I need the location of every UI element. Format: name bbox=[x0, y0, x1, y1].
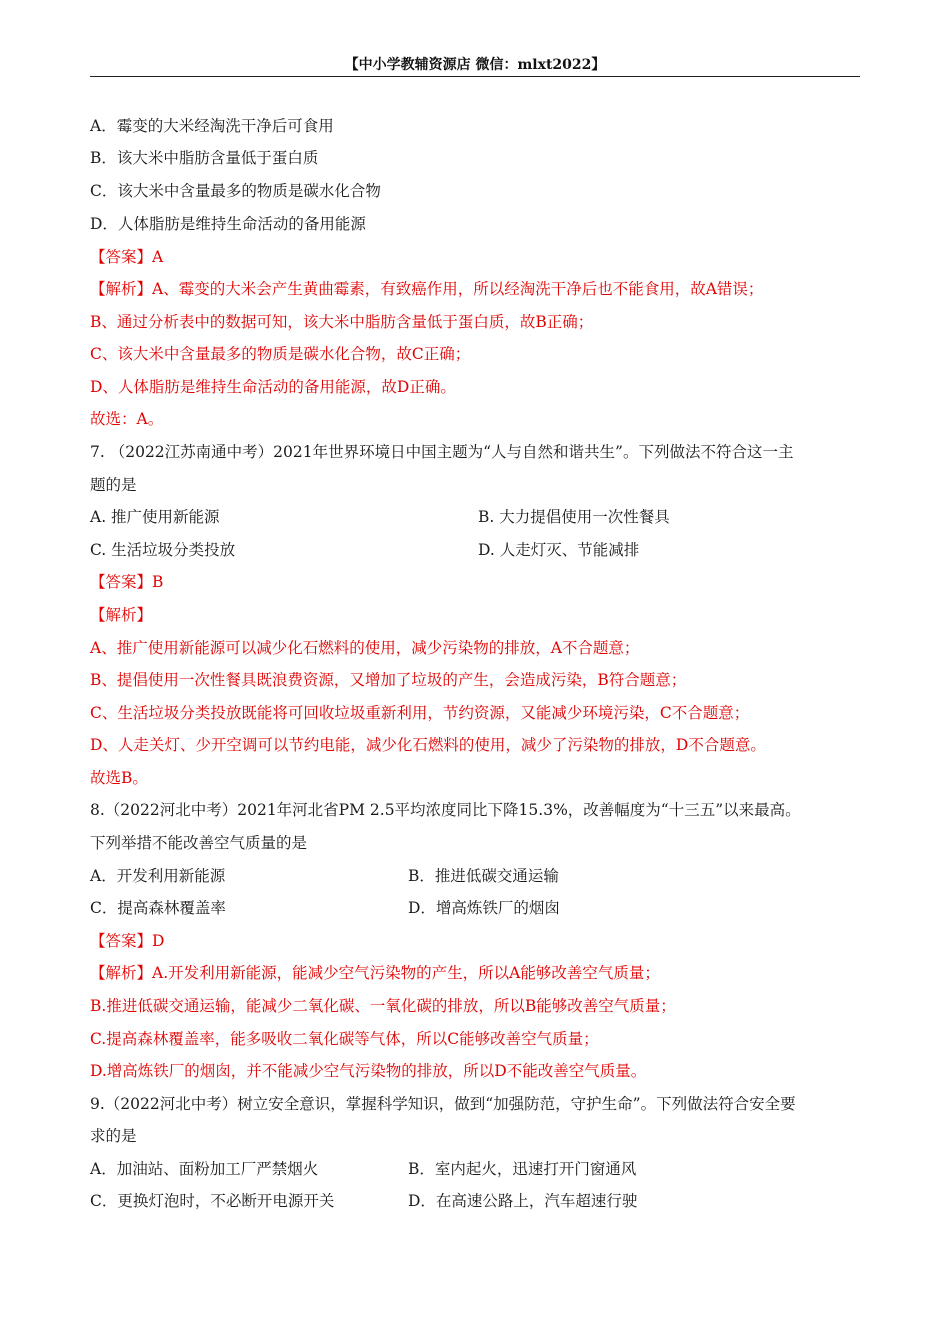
q8-stem: 8.（2022河北中考）2021年河北省PM 2.5平均浓度同比下降15.3%，改善幅度为“十三五”以来最高。 bbox=[90, 801, 801, 819]
q6-analysis-line: C、该大米中含量最多的物质是碳水化合物，故C正确； bbox=[90, 345, 471, 363]
q8-option-b: B．推进低碳交通运输 bbox=[408, 867, 559, 885]
q6-option-c: C．该大米中含量最多的物质是碳水化合物 bbox=[90, 182, 381, 200]
q8-analysis-line: B.推进低碳交通运输，能减少二氧化碳、一氧化碳的排放，所以B能够改善空气质量； bbox=[90, 997, 676, 1015]
q6-analysis-line: B、通过分析表中的数据可知，该大米中脂肪含量低于蛋白质，故B正确； bbox=[90, 313, 594, 331]
q7-option-c: C. 生活垃圾分类投放 bbox=[90, 541, 236, 559]
q7-conclusion: 故选B。 bbox=[90, 769, 148, 787]
q8-option-c: C．提高森林覆盖率 bbox=[90, 899, 226, 917]
page-header: 【中小学教辅资源店 微信：mlxt2022】 bbox=[344, 57, 606, 73]
q8-analysis-line: C.提高森林覆盖率，能多吸收二氧化碳等气体，所以C能够改善空气质量； bbox=[90, 1030, 599, 1048]
q7-analysis-line: C、生活垃圾分类投放既能将可回收垃圾重新利用，节约资源，又能减少环境污染，C不合题意； bbox=[90, 704, 750, 722]
q8-option-a: A．开发利用新能源 bbox=[90, 867, 226, 885]
q9-option-a: A．加油站、面粉加工厂严禁烟火 bbox=[90, 1160, 319, 1178]
q7-option-d: D. 人走灯灭、节能减排 bbox=[478, 541, 640, 559]
header-divider bbox=[90, 76, 860, 77]
q8-stem-cont: 下列举措不能改善空气质量的是 bbox=[90, 834, 308, 852]
q7-analysis-title: 【解析】 bbox=[90, 606, 153, 624]
q8-analysis-line: 【解析】A.开发利用新能源，能减少空气污染物的产生，所以A能够改善空气质量； bbox=[90, 964, 660, 982]
q6-option-a: A．霉变的大米经淘洗干净后可食用 bbox=[90, 117, 334, 135]
q8-option-d: D．增高炼铁厂的烟囱 bbox=[408, 899, 560, 917]
q6-option-d: D．人体脂肪是维持生命活动的备用能源 bbox=[90, 215, 366, 233]
q7-option-b: B. 大力提倡使用一次性餐具 bbox=[478, 508, 670, 526]
q7-stem-cont: 题的是 bbox=[90, 476, 137, 494]
q9-option-b: B．室内起火，迅速打开门窗通风 bbox=[408, 1160, 637, 1178]
q9-stem: 9.（2022河北中考）树立安全意识，掌握科学知识，做到“加强防范，守护生命”。下列做法符合安全要 bbox=[90, 1095, 796, 1113]
q6-option-b: B．该大米中脂肪含量低于蛋白质 bbox=[90, 149, 319, 167]
q6-conclusion: 故选：A。 bbox=[90, 410, 164, 428]
q7-analysis-line: A、推广使用新能源可以减少化石燃料的使用，减少污染物的排放，A不合题意； bbox=[90, 639, 640, 657]
q6-answer: 【答案】A bbox=[90, 248, 164, 266]
q7-option-a: A. 推广使用新能源 bbox=[90, 508, 220, 526]
q9-option-c: C．更换灯泡时，不必断开电源开关 bbox=[90, 1192, 335, 1210]
q8-analysis-line: D.增高炼铁厂的烟囱，并不能减少空气污染物的排放，所以D不能改善空气质量。 bbox=[90, 1062, 647, 1080]
q6-analysis-line: D、人体脂肪是维持生命活动的备用能源，故D正确。 bbox=[90, 378, 456, 396]
q8-answer: 【答案】D bbox=[90, 932, 165, 950]
q7-stem: 7. （2022江苏南通中考）2021年世界环境日中国主题为“人与自然和谐共生”。下列做法不符合这一主 bbox=[90, 443, 794, 461]
q7-analysis-line: D、人走关灯、少开空调可以节约电能，减少化石燃料的使用，减少了污染物的排放，D不合题意。 bbox=[90, 736, 766, 754]
q7-analysis-line: B、提倡使用一次性餐具既浪费资源，又增加了垃圾的产生，会造成污染，B符合题意； bbox=[90, 671, 687, 689]
q9-option-d: D．在高速公路上，汽车超速行驶 bbox=[408, 1192, 638, 1210]
q7-answer: 【答案】B bbox=[90, 573, 164, 591]
q9-stem-cont: 求的是 bbox=[90, 1127, 137, 1145]
q6-analysis-line: 【解析】A、霉变的大米会产生黄曲霉素，有致癌作用，所以经淘洗干净后也不能食用，故A错误； bbox=[90, 280, 764, 298]
